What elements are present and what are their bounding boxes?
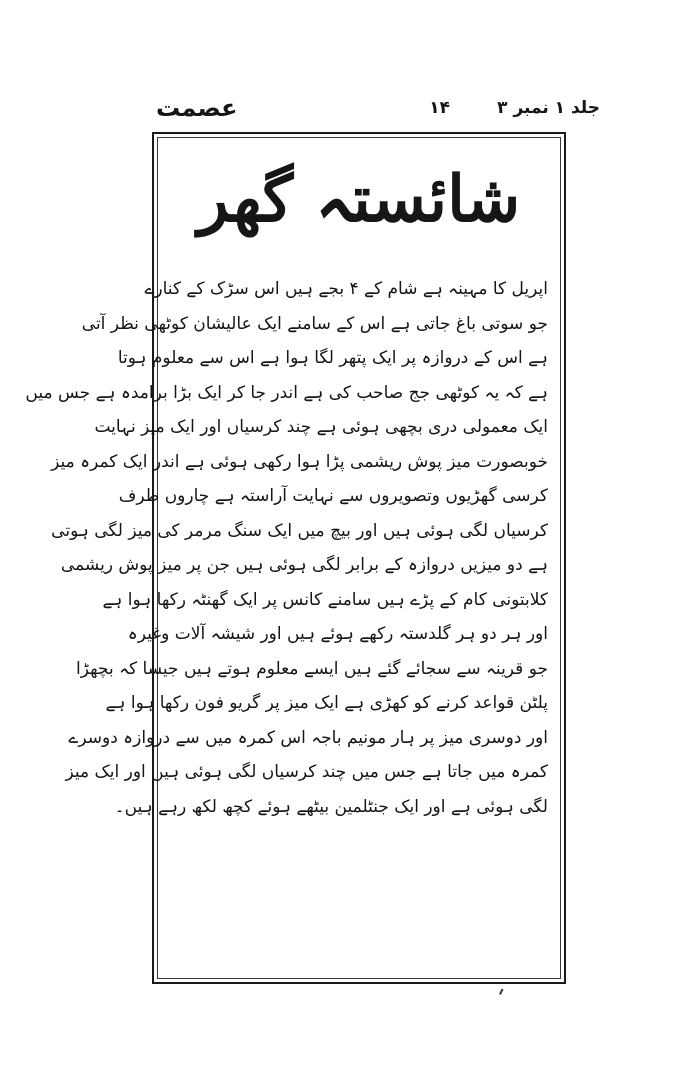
page-number: ۱۴: [429, 98, 450, 118]
article-title: شائستہ گھر: [197, 162, 521, 237]
body-line: اپریل کا مہینہ ہے شام کے ۴ بجے ہیں اس سڑک کے کنارے: [144, 279, 548, 299]
body-line: کرسی گھڑیوں وتصویروں سے نہایت آراستہ ہے چاروں طرف: [118, 486, 548, 506]
body-line: لگی ہوئی ہے اور ایک جنٹلمین بیٹھے ہوئے کچھ لکھ رہے ہیں۔: [114, 796, 548, 817]
body-line: اور ہر دو ہر گلدستہ رکھے ہوئے ہیں اور شیشہ آلات وغیرہ: [127, 624, 548, 644]
body-line: ہے اس کے دروازہ پر ایک پتھر لگا ہوا ہے اس سے معلوم ہوتا: [117, 348, 548, 368]
scan-mark: [499, 989, 509, 998]
body-line: اور دوسری میز پر ہار مونیم باجہ اس کمرہ میں سے دروازہ دوسرے: [68, 727, 548, 748]
volume-number: جلد ۱ نمبر ۳: [497, 98, 600, 118]
body-line: خوبصورت میز پوش ریشمی پڑا ہوا رکھی ہوئی ہے اندر ایک کمرہ میز: [51, 451, 548, 472]
body-line: ہے کہ یہ کوٹھی جج صاحب کی ہے اندر جا کر ایک بڑا برامدہ ہے جس میں: [25, 382, 548, 403]
magazine-name: عصمت: [156, 94, 238, 122]
body-line: ایک معمولی دری بچھی ہوئی ہے چند کرسیاں اور ایک میز نہایت: [94, 417, 548, 437]
body-line: جو سوتی باغ جاتی ہے اس کے سامنے ایک عالیشان کوٹھی نظر آتی: [81, 313, 548, 334]
article-body: [25, 272, 548, 824]
body-line: پلٹن قواعد کرنے کو کھڑی ہے ایک میز پر گریو فون رکھا ہوا ہے: [105, 693, 548, 713]
body-line: جو قرینہ سے سجائے گئے ہیں ایسے معلوم ہوتے ہیں جیسا کہ بچھڑا: [76, 658, 548, 679]
body-line: کرسیاں لگی ہوئی ہیں اور بیچ میں ایک سنگ مرمر کی میز لگی ہوتی: [51, 520, 548, 541]
body-line: کمرہ میں جاتا ہے جس میں چند کرسیاں لگی ہوئی ہیں اور ایک میز: [65, 762, 548, 782]
body-line: کلابتونی کام کے پڑے ہیں سامنے کانس پر ایک گھنٹہ رکھا ہوا ہے: [102, 589, 548, 610]
page-header: [150, 94, 600, 132]
body-line: ہے دو میزیں دروازہ کے برابر لگی ہوئی ہیں جن پر میز پوش ریشمی: [60, 555, 548, 575]
